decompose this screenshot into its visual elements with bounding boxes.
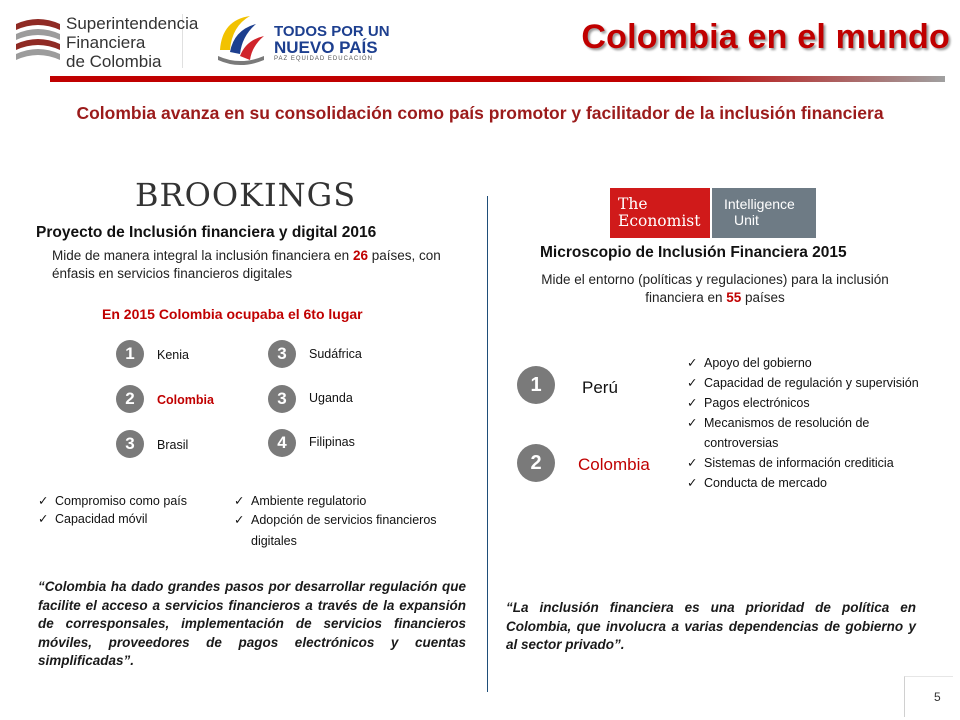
page-number: 5 [934, 690, 941, 704]
eiu-line-2: Unit [734, 212, 759, 228]
rank-country: Brasil [157, 438, 189, 452]
superfinanciera-name [66, 14, 198, 71]
checkmark-icon: ✓ [687, 416, 698, 430]
criterion-label: Compromiso como país [55, 494, 187, 508]
page-title: Colombia en el mundo [581, 18, 950, 56]
nuevo-pais-emblem-icon [210, 10, 272, 72]
microscopio-heading: Microscopio de Inclusión Financiera 2015 [540, 244, 847, 261]
checkmark-icon: ✓ [687, 456, 698, 470]
list-item [687, 393, 937, 413]
rank-badge: 1 [517, 366, 555, 404]
rank-badge: 3 [116, 430, 144, 458]
sfc-line-2: Financiera [66, 33, 146, 52]
criterion-label: Pagos electrónicos [704, 396, 810, 410]
rank-country-colombia: Colombia [157, 393, 214, 407]
microscopio-description [520, 271, 910, 307]
brookings-ranking-title: En 2015 Colombia ocupaba el 6to lugar [102, 306, 363, 322]
gobierno-slogan [274, 24, 390, 57]
microscopio-criteria [687, 353, 937, 493]
title-underline [50, 76, 945, 82]
economist-line-2: Economist [618, 212, 701, 230]
rank-badge: 2 [517, 444, 555, 482]
list-item [687, 373, 937, 393]
rank-country: Filipinas [309, 435, 355, 449]
criterion-label: Capacidad de regulación y supervisión [704, 376, 919, 390]
microscopio-desc-text: Mide el entorno (políticas y regulaciones) para la inclusión financiera en [541, 272, 889, 305]
list-item [687, 353, 937, 373]
checkmark-icon: ✓ [234, 513, 245, 527]
brookings-quote: “Colombia ha dado grandes pasos por desarrollar regulación que facilite el acceso a servicios financieros a través de la expansión de corresponsales, implementación de servicios financieros móviles, proveedores de pagos electrónicos y cuentas simplificadas”. [38, 579, 466, 668]
criterion-label: Sistemas de información crediticia [704, 456, 894, 470]
gov-line-1: TODOS POR UN [274, 23, 390, 40]
brookings-country-count: 26 [352, 248, 368, 263]
brookings-description [52, 247, 442, 283]
rank-country: Kenia [157, 348, 189, 362]
rank-country: Sudáfrica [309, 347, 362, 361]
column-divider [487, 196, 488, 692]
checkmark-icon: ✓ [234, 494, 245, 508]
gov-line-2: NUEVO PAÍS [274, 38, 378, 57]
rank-badge: 4 [268, 429, 296, 457]
eiu-logo-text [724, 196, 795, 228]
economist-logo [610, 188, 710, 238]
list-item [38, 492, 218, 510]
list-item [234, 510, 484, 552]
economist-line-1: The [618, 195, 648, 213]
list-item [687, 413, 937, 453]
criterion-label: Apoyo del gobierno [704, 356, 812, 370]
rank-badge: 1 [116, 340, 144, 368]
rank-badge: 2 [116, 385, 144, 413]
microscopio-desc-text-end: países [741, 290, 785, 305]
rank-country-colombia: Colombia [578, 455, 650, 474]
rank-country: Uganda [309, 391, 353, 405]
economist-logo-text [618, 196, 700, 230]
checkmark-icon: ✓ [38, 512, 49, 526]
checkmark-icon: ✓ [38, 494, 49, 508]
criterion-label: Conducta de mercado [704, 476, 827, 490]
sfc-line-3: de Colombia [66, 52, 162, 71]
list-item [234, 492, 484, 510]
brookings-criteria-a [38, 492, 218, 528]
rank-badge: 3 [268, 340, 296, 368]
slide-subtitle: Colombia avanza en su consolidación como país promotor y facilitador de la inclusión financiera [76, 103, 884, 123]
gobierno-tagline: PAZ EQUIDAD EDUCACIÓN [274, 56, 373, 62]
microscopio-country-count: 55 [726, 290, 742, 305]
checkmark-icon: ✓ [687, 396, 698, 410]
brookings-heading: Proyecto de Inclusión financiera y digital 2016 [36, 224, 377, 241]
eiu-line-1: Intelligence [724, 196, 795, 212]
criterion-label: Ambiente regulatorio [251, 494, 367, 508]
intelligence-unit-logo [712, 188, 816, 238]
rank-badge: 3 [268, 385, 296, 413]
checkmark-icon: ✓ [687, 356, 698, 370]
superfinanciera-emblem-icon [10, 16, 66, 66]
list-item [687, 473, 937, 493]
checkmark-icon: ✓ [687, 376, 698, 390]
criterion-label: Mecanismos de resolución de controversias [704, 416, 870, 450]
list-item [687, 453, 937, 473]
microscopio-quote: “La inclusión financiera es una prioridad de política en Colombia, que involucra a varias dependencias de gobierno y al sector privado”. [506, 600, 916, 652]
brookings-logo: BROOKINGS [135, 176, 357, 214]
brookings-criteria-b [234, 492, 484, 552]
brookings-desc-text-end: países, con énfasis en servicios financieros digitales [52, 248, 441, 281]
sfc-line-1: Superintendencia [66, 14, 199, 33]
criterion-label: Capacidad móvil [55, 512, 148, 526]
checkmark-icon: ✓ [687, 476, 698, 490]
brookings-desc-text: Mide de manera integral la inclusión financiera en [52, 248, 353, 263]
page-number-box [904, 676, 953, 717]
list-item [38, 510, 218, 528]
rank-country: Perú [582, 378, 618, 397]
criterion-label: Adopción de servicios financieros digitales [251, 513, 437, 548]
